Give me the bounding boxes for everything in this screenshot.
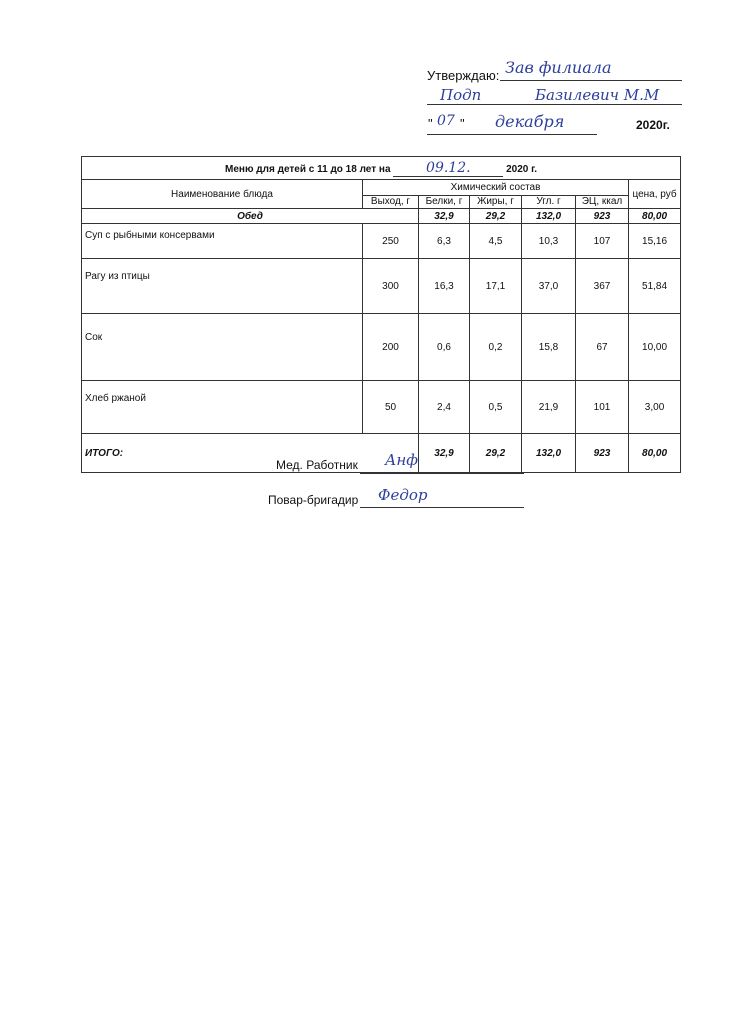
approval-name-handwritten: Базилевич М.М [535,86,660,104]
table-row [82,381,681,434]
dish-price: 10,00 [629,314,681,381]
approval-day-handwritten: 07 [437,113,455,129]
header-protein: Белки, г [419,195,470,208]
total-label: ИТОГО: [82,434,419,473]
header-carbs: Угл. г [522,195,576,208]
menu-title-prefix: Меню для детей с 11 до 18 лет на [225,163,391,175]
approval-quote-close: " [460,116,465,131]
dish-carbs: 37,0 [522,259,576,314]
dish-carbs: 10,3 [522,224,576,259]
dish-protein: 16,3 [419,259,470,314]
dish-carbs: 21,9 [522,381,576,434]
dish-energy: 367 [576,259,629,314]
approval-year: 2020г. [636,118,670,132]
med-worker-signature: Анф [385,451,418,469]
dish-name: Рагу из птицы [82,259,363,314]
approval-position-line [500,80,682,81]
approval-label: Утверждаю: [427,68,500,83]
group-energy: 923 [576,209,629,224]
dish-price: 51,84 [629,259,681,314]
dish-output: 50 [363,381,419,434]
total-energy: 923 [576,434,629,473]
header-dish: Наименование блюда [82,180,363,209]
table-row [82,224,681,259]
group-carbs: 132,0 [522,209,576,224]
dish-energy: 67 [576,314,629,381]
dish-fat: 4,5 [470,224,522,259]
dish-protein: 0,6 [419,314,470,381]
approval-month-handwritten: декабря [495,112,565,131]
total-carbs: 132,0 [522,434,576,473]
header-energy: ЭЦ, ккал [576,195,629,208]
table-row [82,259,681,314]
menu-title-date-handwritten: 09.12. [393,160,503,177]
approval-date-line [427,134,597,135]
dish-output: 250 [363,224,419,259]
dish-name: Хлеб ржаной [82,381,363,434]
menu-title-suffix: 2020 г. [506,163,538,175]
approval-signature-handwritten: Подп [440,86,482,104]
dish-price: 3,00 [629,381,681,434]
med-worker-line [360,473,524,474]
approval-quote-open: " [428,116,433,131]
dish-name: Суп с рыбными консервами [82,224,363,259]
dish-fat: 17,1 [470,259,522,314]
cook-label: Повар-бригадир [268,493,359,507]
approval-name-line [427,104,682,105]
dish-output: 300 [363,259,419,314]
total-price: 80,00 [629,434,681,473]
dish-carbs: 15,8 [522,314,576,381]
dish-fat: 0,5 [470,381,522,434]
group-price: 80,00 [629,209,681,224]
total-protein: 32,9 [419,434,470,473]
dish-energy: 101 [576,381,629,434]
header-fat: Жиры, г [470,195,522,208]
group-name: Обед [82,209,419,224]
header-chem: Химический состав [363,180,629,196]
group-protein: 32,9 [419,209,470,224]
table-row [82,314,681,381]
menu-title [82,157,681,180]
dish-price: 15,16 [629,224,681,259]
med-worker-label: Мед. Работник [276,458,358,472]
header-output: Выход, г [363,195,419,208]
header-price: цена, руб [629,180,681,209]
approval-position-handwritten: Зав филиала [505,58,612,77]
dish-energy: 107 [576,224,629,259]
dish-name: Сок [82,314,363,381]
menu-table [81,156,681,473]
group-fat: 29,2 [470,209,522,224]
dish-protein: 6,3 [419,224,470,259]
total-fat: 29,2 [470,434,522,473]
total-row [82,434,681,473]
dish-protein: 2,4 [419,381,470,434]
cook-signature: Федор [378,486,428,504]
dish-output: 200 [363,314,419,381]
cook-line [360,507,524,508]
dish-fat: 0,2 [470,314,522,381]
